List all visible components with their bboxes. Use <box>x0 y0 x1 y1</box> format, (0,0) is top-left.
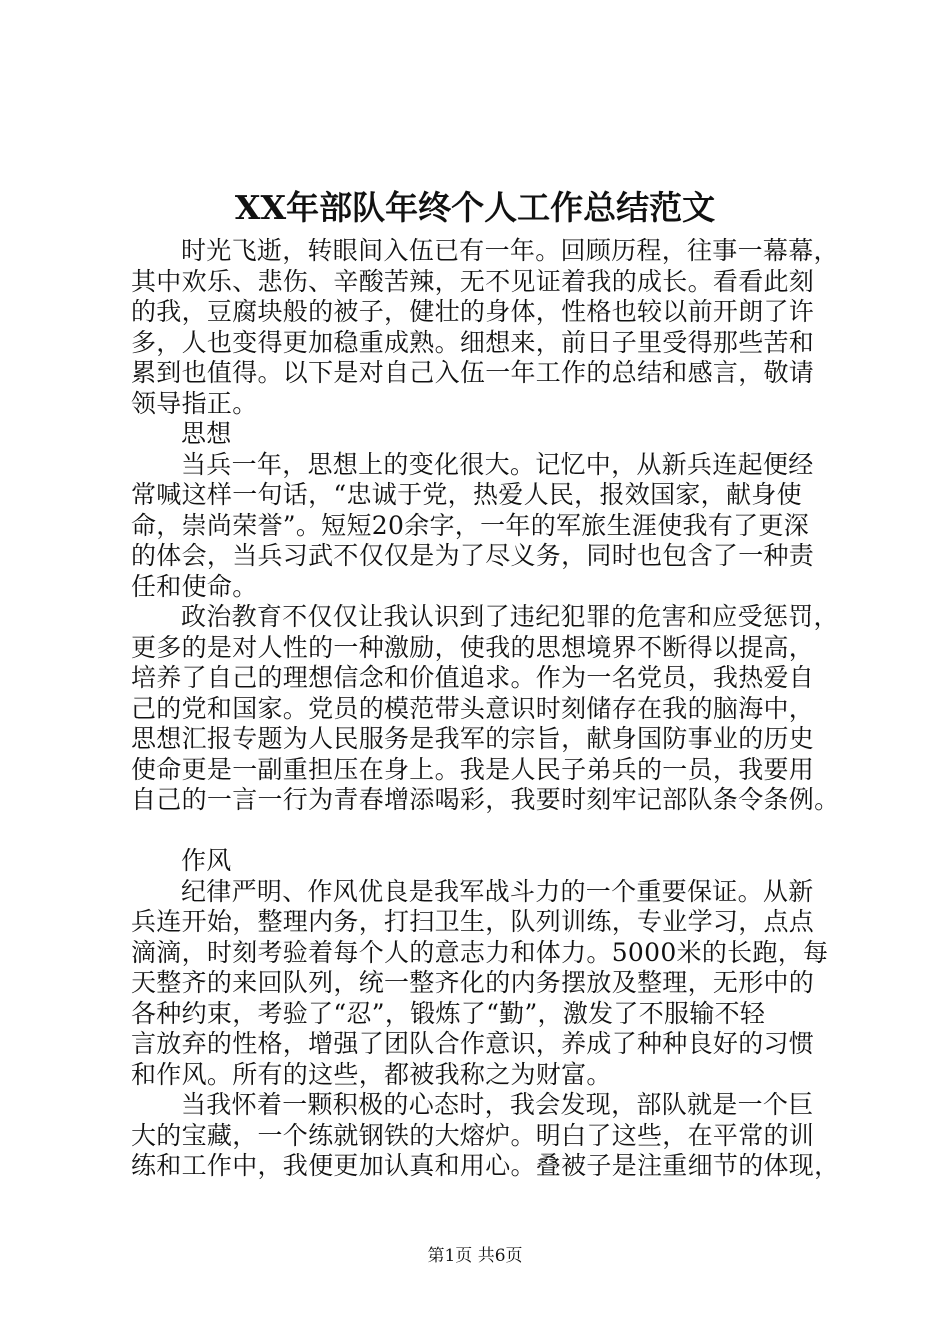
text-line: 常喊这样一句话，“忠诚于党，热爱人民，报效国家，献身使 <box>131 480 802 509</box>
text-line: 使命更是一副重担压在身上。我是人民子弟兵的一员，我要用 <box>131 754 815 784</box>
text-line: 己的党和国家。党员的模范带头意识时刻储存在我的脑海中， <box>131 693 815 723</box>
text-line: 纪律严明、作风优良是我军战斗力的一个重要保证。从新 <box>181 876 814 906</box>
text-line: 自己的一言一行为青春增添喝彩，我要时刻牢记部队条令条例。 <box>131 785 840 814</box>
text-line: 当我怀着一颗积极的心态时，我会发现，部队就是一个巨 <box>181 1090 814 1119</box>
text-line: 各种约束，考验了“忍”，锻炼了“勤”，激发了不服输不轻 <box>131 998 766 1028</box>
text-line: 政治教育不仅仅让我认识到了违纪犯罪的危害和应受惩罚， <box>181 602 839 631</box>
text-line: 天整齐的来回队列，统一整齐化的内务摆放及整理，无形中的 <box>131 968 815 997</box>
text-line: 的我，豆腐块般的被子，健壮的身体，性格也较以前开朗了许 <box>131 297 815 326</box>
text-line: 领导指正。 <box>131 388 258 418</box>
text-line: 累到也值得。以下是对自己入伍一年工作的总结和感言，敬请 <box>131 358 815 387</box>
text-line: 培养了自己的理想信念和价值追求。作为一名党员，我热爱自 <box>131 663 815 692</box>
text-line: 言放弃的性格，增强了团队合作意识，养成了种种良好的习惯 <box>131 1029 815 1058</box>
text-line: 滴滴，时刻考验着每个人的意志力和体力。5000米的长跑，每 <box>131 937 829 967</box>
document-title: XX年部队年终个人工作总结范文 <box>234 188 716 227</box>
text-line: 作风 <box>181 846 232 875</box>
text-line: 的体会，当兵习武不仅仅是为了尽义务，同时也包含了一种责 <box>131 541 815 570</box>
page-footer: 第1页 共6页 <box>427 1246 523 1266</box>
text-line: 多，人也变得更加稳重成熟。细想来，前日子里受得那些苦和 <box>131 327 815 357</box>
text-line: 任和使命。 <box>131 571 258 601</box>
text-line: 思想汇报专题为人民服务是我军的宗旨，献身国防事业的历史 <box>131 724 815 753</box>
text-line: 练和工作中，我便更加认真和用心。叠被子是注重细节的体现， <box>131 1151 840 1180</box>
blank-line <box>131 816 831 847</box>
text-line: 当兵一年，思想上的变化很大。记忆中，从新兵连起便经 <box>181 449 814 479</box>
text-line: 命，崇尚荣誉”。短短20余字，一年的军旅生涯使我有了更深 <box>131 510 809 540</box>
text-line: 大的宝藏，一个练就钢铁的大熔炉。明白了这些，在平常的训 <box>131 1120 815 1150</box>
text-line: 时光飞逝，转眼间入伍已有一年。回顾历程，往事一幕幕， <box>181 236 839 265</box>
document-body <box>131 236 840 1182</box>
text-line: 兵连开始，整理内务，打扫卫生，队列训练，专业学习，点点 <box>131 907 815 936</box>
text-line: 其中欢乐、悲伤、辛酸苦辣，无不见证着我的成长。看看此刻 <box>131 266 815 296</box>
text-line: 和作风。所有的这些，都被我称之为财富。 <box>131 1059 612 1089</box>
text-line: 更多的是对人性的一种激励，使我的思想境界不断得以提高， <box>131 632 815 662</box>
text-line: 思想 <box>181 419 232 448</box>
